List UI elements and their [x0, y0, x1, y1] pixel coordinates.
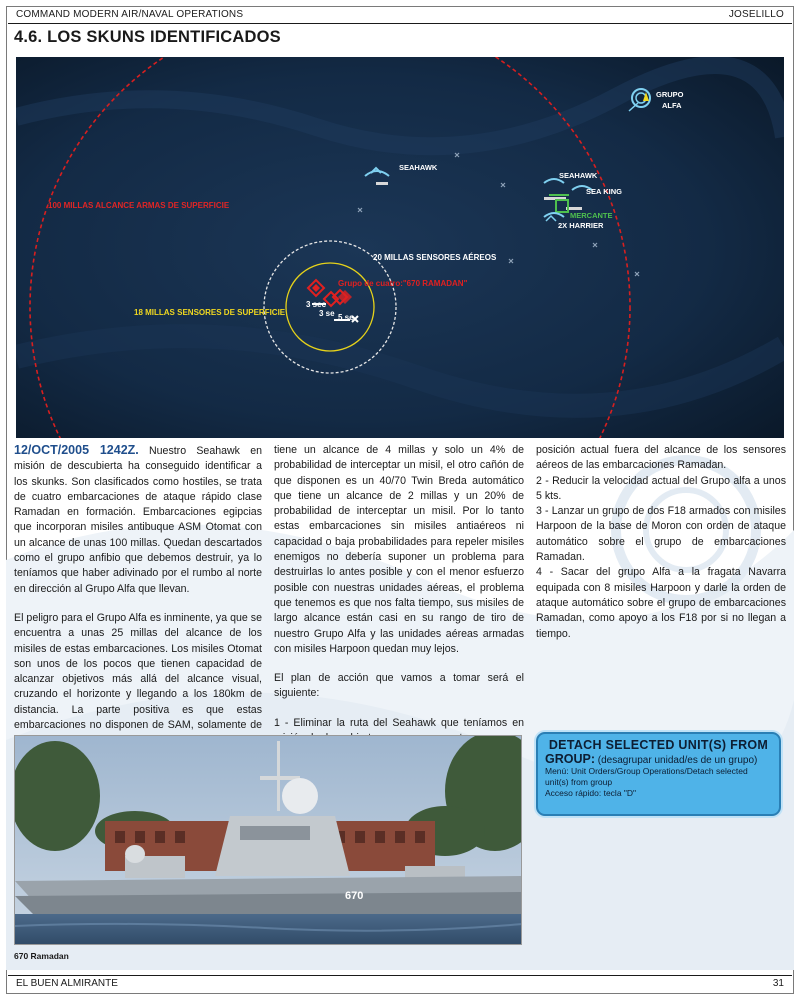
tactical-map[interactable] — [16, 57, 784, 438]
tip-box — [536, 732, 781, 816]
ship-photo — [14, 735, 522, 945]
tip-group-line — [545, 752, 772, 766]
tip-group-sub: (desagrupar unidad/es de un grupo) — [595, 755, 758, 766]
text-column-3 — [536, 443, 786, 642]
range-100-label: 100 MILLAS ALCANCE ARMAS DE SUPERFICIE — [48, 201, 230, 210]
paragraph: 1 - Eliminar la ruta del Seahawk que teníamos en — [274, 716, 524, 729]
range-20-label: 20 MILLAS SENSORES AÉREOS — [373, 253, 497, 262]
paragraph-text: Nuestro Seahawk en misión de descubierta ha conseguido identificar a los skunks. Son clasificados como hostiles, se trata de cuatro embarcaciones de ataque rápido clase Ramadan en formación. Embarcaciones egipcias que incorporan misiles antibuque ASM Otomat con un alcance de unas 100 millas. Quedan descartados como el grupo anfibio que debemos destruir, ya lo teníamos que haber adivinado por el rumbo al norte en dirección al Grupo Alfa que llevan. — [14, 445, 262, 595]
unit-label-b: 3 se — [319, 309, 335, 318]
paragraph: 2 - Reducir la velocidad actual del Grupo alfa a unos 5 kts. — [536, 474, 786, 502]
running-header — [8, 8, 792, 24]
tip-group-label: GROUP: — [545, 752, 595, 766]
harrier-label: 2X HARRIER — [558, 221, 604, 230]
paragraph: posición actual fuera del alcance de los sensores aéreos de las embarcaciones Ramadan. — [536, 444, 786, 472]
running-footer — [8, 975, 792, 991]
seahawk-2-label: SEAHAWK — [559, 171, 598, 180]
photo-caption: 670 Ramadan — [14, 951, 69, 961]
range-18-label: 18 MILLAS SENSORES DE SUPERFICIE — [134, 308, 286, 317]
mercante-label: MERCANTE — [570, 211, 613, 220]
hull-number: 670 — [345, 890, 364, 902]
text-column-2 — [274, 443, 524, 746]
paragraph: 3 - Lanzar un grupo de dos F18 armados con misiles Harpoon de la base de Moron con orden de ataque automático sobre el grupo de embarcaciones Ramadan. — [536, 505, 786, 564]
tip-shortcut: Acceso rápido: tecla "D" — [545, 788, 637, 798]
text-column-1 — [14, 443, 262, 749]
paragraph: tiene un alcance de 4 millas y solo un 4% de probabilidad de interceptar un misil, el otro cañón de que disponen es un 40/70 Twin Breda automático que tiene un alcance de 2 millas y un 20% de probabilidad de interceptar un misil. Por lo tanto estas embarcaciones sin misiles antiaéreos ni capacidad o baja probabilidades para repeler misiles enemigos no debería suponer un problema para destruirlas lo antes posible y con el menor esfuerzo posible con nuestras unidades aéreas, el problema que tenemos es que nos falta tiempo, sus misiles de largo alcance están casi en su rango de tiro de nuestro Grupo Alfa y las unidades aéreas armadas con misiles Harpoon quedan muy lejos. — [274, 444, 524, 655]
date-stamp: 12/OCT/2005 1242Z. — [14, 443, 139, 457]
unit-label-a: 3 sec — [306, 300, 327, 309]
section-title: 4.6. LOS SKUNS IDENTIFICADOS — [14, 28, 281, 46]
paragraph: El plan de acción que vamos a tomar será el siguiente: — [274, 672, 524, 700]
header-title: COMMAND MODERN AIR/NAVAL OPERATIONS — [16, 9, 244, 20]
tip-menu-path: Menú: Unit Orders/Group Operations/Detach selected unit(s) from group — [545, 766, 748, 787]
tip-title: DETACH SELECTED UNIT(S) FROM — [548, 738, 769, 752]
sea-king-label: SEA KING — [586, 187, 622, 196]
hostile-group-label: Grupo de cuatro:"670 RAMADAN" — [338, 279, 468, 288]
alfa-label: ALFA — [662, 101, 682, 110]
paragraph — [14, 443, 262, 597]
page-number: 31 — [772, 978, 784, 989]
paragraph: El peligro para el Grupo Alfa es inminente, ya que se encuentra a unas 25 millas del alcance de los misiles de estas embarcaciones. Los misiles Otomat son unos de los pocos que tienen capacidad de alcanzar objetivos más allá del alcance visual, cruzando el horizonte y llegando a los 180km de distancia. La parte positiva es que estas embarcaciones no disponen de SAM, solamente de — [14, 611, 262, 732]
grupo-label: GRUPO — [656, 90, 684, 99]
header-author: JOSELILLO — [728, 9, 784, 20]
paragraph: 4 - Sacar del grupo Alfa a la fragata Navarra equipada con 8 misiles Harpoon y darle la orden de ataque automático sobre el grupo de embarcaciones Ramadan, como apoyo a los F18 por si no llegan a tiempo. — [536, 566, 786, 640]
footer-title: EL BUEN ALMIRANTE — [16, 978, 118, 989]
seahawk-1-label: SEAHAWK — [399, 163, 438, 172]
unit-label-c: 5 se — [338, 313, 354, 322]
